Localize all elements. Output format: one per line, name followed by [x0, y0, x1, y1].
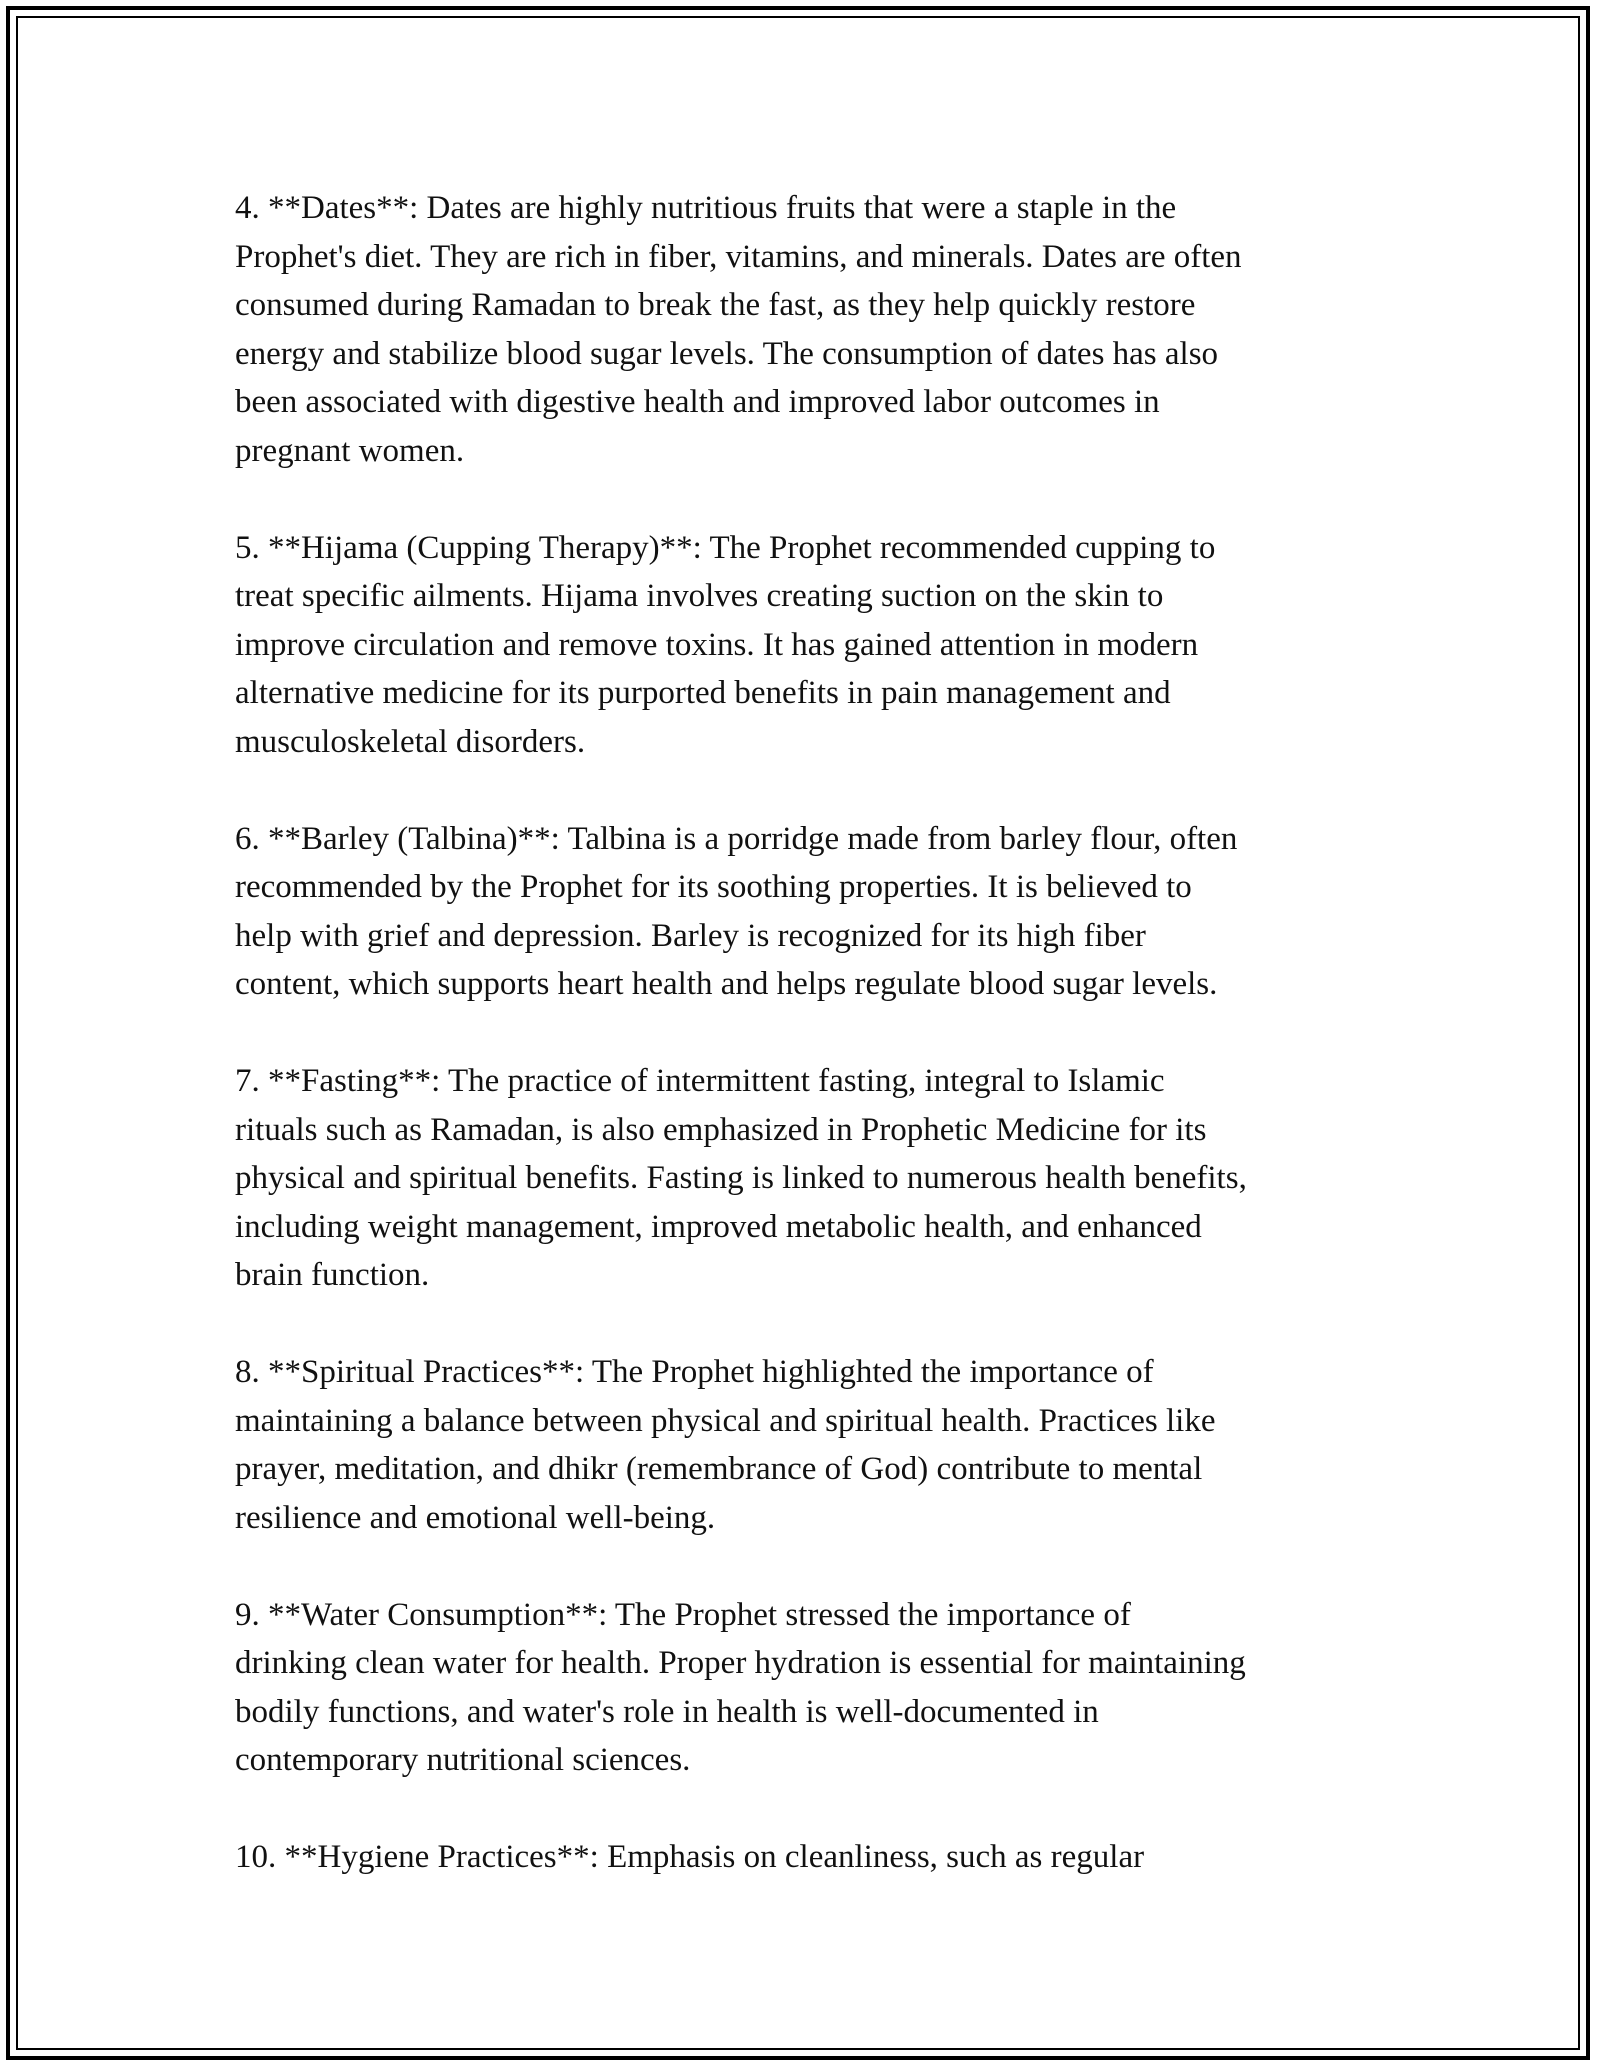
paragraph-hygiene-practices: 10. **Hygiene Practices**: Emphasis on cleanliness, such as regular: [235, 1839, 1145, 1875]
paragraph-hijama: 5. **Hijama (Cupping Therapy)**: The Prophet recommended cupping to treat specific ailments. Hijama involves creating suction on the skin to improve circulation and remove toxins. It has gained attention in modern alternative medicine for its purported benefits in pain management and musculoskeletal disorders.: [235, 529, 1216, 760]
document-body: [235, 184, 1385, 1930]
paragraph-dates: 4. **Dates**: Dates are highly nutritious fruits that were a staple in the Prophet's diet. They are rich in fiber, vitamins, and minerals. Dates are often consumed during Ramadan to break the fast, as they help quickly restore energy and stabilize blood sugar levels. The consumption of dates has also been associated with digestive health and improved labor outcomes in pregnant women.: [235, 190, 1242, 469]
paragraph-spiritual-practices: 8. **Spiritual Practices**: The Prophet highlighted the importance of maintaining a balance between physical and spiritual health. Practices like prayer, meditation, and dhikr (remembrance of God) contribute to mental resilience and emotional well-being.: [235, 1354, 1216, 1536]
paragraph-fasting: 7. **Fasting**: The practice of intermittent fasting, integral to Islamic rituals such as Ramadan, is also emphasized in Prophetic Medicine for its physical and spiritual benefits. Fasting is linked to numerous health benefits, including weight management, improved metabolic health, and enhanced brain function.: [235, 1063, 1247, 1293]
paragraph-barley: 6. **Barley (Talbina)**: Talbina is a porridge made from barley flour, often recommended by the Prophet for its soothing properties. It is believed to help with grief and depression. Barley is recognized for its high fiber content, which supports heart health and helps regulate blood sugar levels.: [235, 820, 1238, 1002]
paragraph-water-consumption: 9. **Water Consumption**: The Prophet stressed the importance of drinking clean water for health. Proper hydration is essential for maintaining bodily functions, and water's role in health is well-documented in contemporary nutritional sciences.: [235, 1596, 1246, 1778]
